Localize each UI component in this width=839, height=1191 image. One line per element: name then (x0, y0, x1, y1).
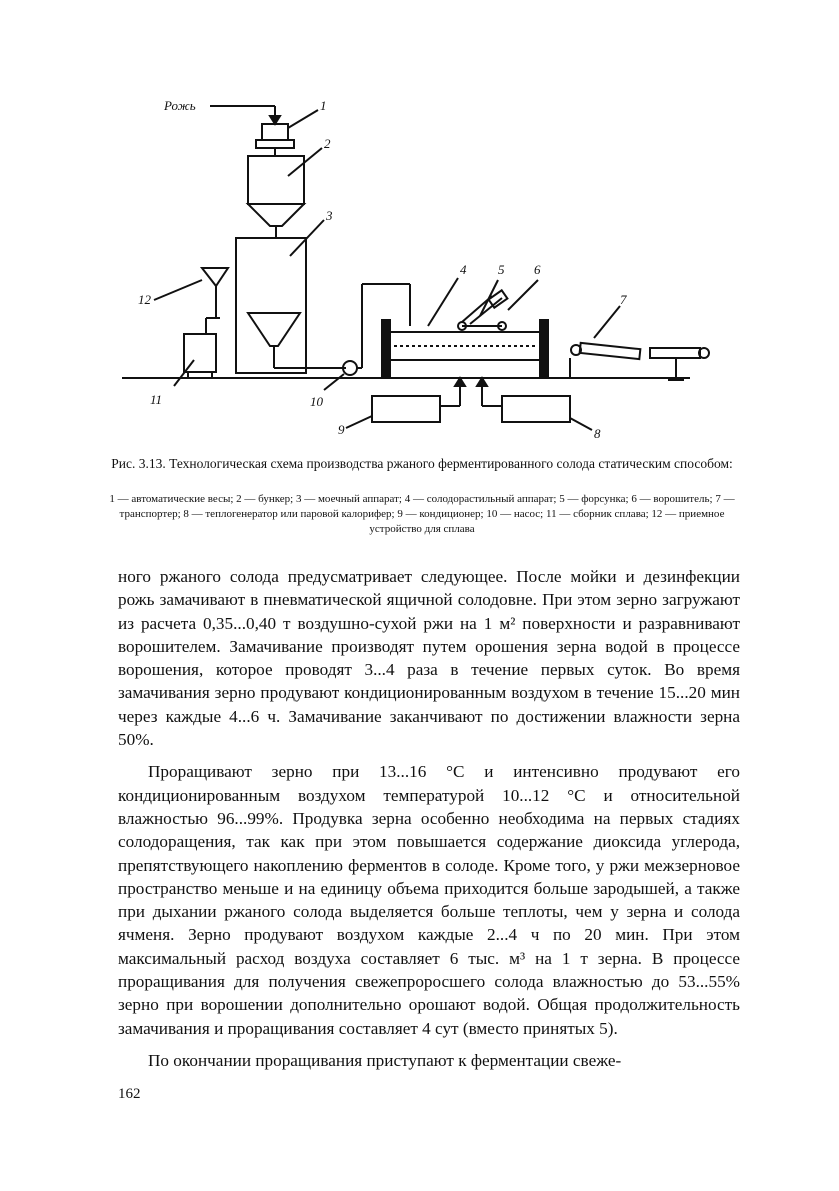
label-6: 6 (534, 262, 541, 277)
process-diagram-svg (110, 88, 750, 448)
conditioner (372, 396, 440, 422)
washing-apparatus (236, 238, 306, 373)
label-5: 5 (498, 262, 505, 277)
heat-generator (502, 396, 570, 422)
label-10: 10 (310, 394, 323, 409)
label-2: 2 (324, 136, 331, 151)
figure-legend: 1 — автоматические весы; 2 — бункер; 3 — моечный аппарат; 4 — солодорастильный аппарат; 5 — форсунка; 6 — ворошитель; 7 — транспортер; 8 — теплогенератор или паровой калорифер; 9 — кондиционер; 10 — насос; 11 — сборник сплава; 12 — приемное устройство для сплава (109, 493, 735, 535)
label-1: 1 (320, 98, 327, 113)
label-8: 8 (594, 426, 601, 441)
label-9: 9 (338, 422, 345, 437)
label-11: 11 (150, 392, 163, 407)
body-text (118, 565, 740, 1072)
apparatus-right-wall (540, 320, 548, 378)
process-diagram (110, 88, 750, 448)
rye-label: Рожь (164, 98, 196, 113)
page-number: 162 (118, 1086, 141, 1102)
label-12: 12 (138, 292, 151, 307)
hopper (248, 156, 304, 204)
paragraph: ного ржаного солода предусматривает следующее. После мойки и дезинфекции рожь замачивают в пневматической ящичной солодовне. При этом зерно загружают из расчета 0,35...0,40 т воздушно-сухой ржи на 1 м² поверхности и разравнивают ворошителем. Замачивание производят путем орошения зерна водой в процессе ворошения, которое проводят 3...4 раза в течение первых суток. Во время замачивания зерно продувают кондиционированным воздухом в течение 15...20 мин через каждые 4...6 ч. Замачивание заканчивают по достижении влажности зерна 50%. (118, 567, 740, 750)
paragraph: Проращивают зерно при 13...16 °С и интенсивно продувают его кондиционированным воздухом температурой 10...12 °С и относительной влажностью 96...99%. Продувка зерна особенно необходима на первых стадиях солодоращения, так как при этом повышается содержание диоксида углерода, препятствующего накоплению ферментов в солоде. Кроме того, у ржи межзерновое пространство меньше и на единицу объема приходится больше зародышей, а также при дыхании ржаного солода выделяется больше теплоты, чем у зерна и солода ячменя. Зерно продувают воздухом каждые 2...4 ч по 20 мин. При этом максимальный расход воздуха составляет 6 тыс. м³ на 1 т зерна. В процессе проращивания для получения свежепроросшего солода влажностью до 53...55% зерно при ворошении дополнительно орошают водой. Общая продолжительность замачивания и проращивания составляет 4 сут (вместо принятых 5). (118, 762, 740, 1038)
apparatus-left-wall (382, 320, 390, 378)
figure-caption: Рис. 3.13. Технологическая схема производства ржаного ферментированного солода статическим способом: (111, 456, 733, 471)
paragraph: По окончании проращивания приступают к ферментации свеже- (148, 1050, 622, 1070)
conveyor (580, 343, 641, 359)
receiving-funnel (202, 268, 228, 286)
scales (262, 124, 288, 140)
label-4: 4 (460, 262, 467, 277)
label-7: 7 (620, 292, 627, 307)
label-3: 3 (326, 208, 333, 223)
